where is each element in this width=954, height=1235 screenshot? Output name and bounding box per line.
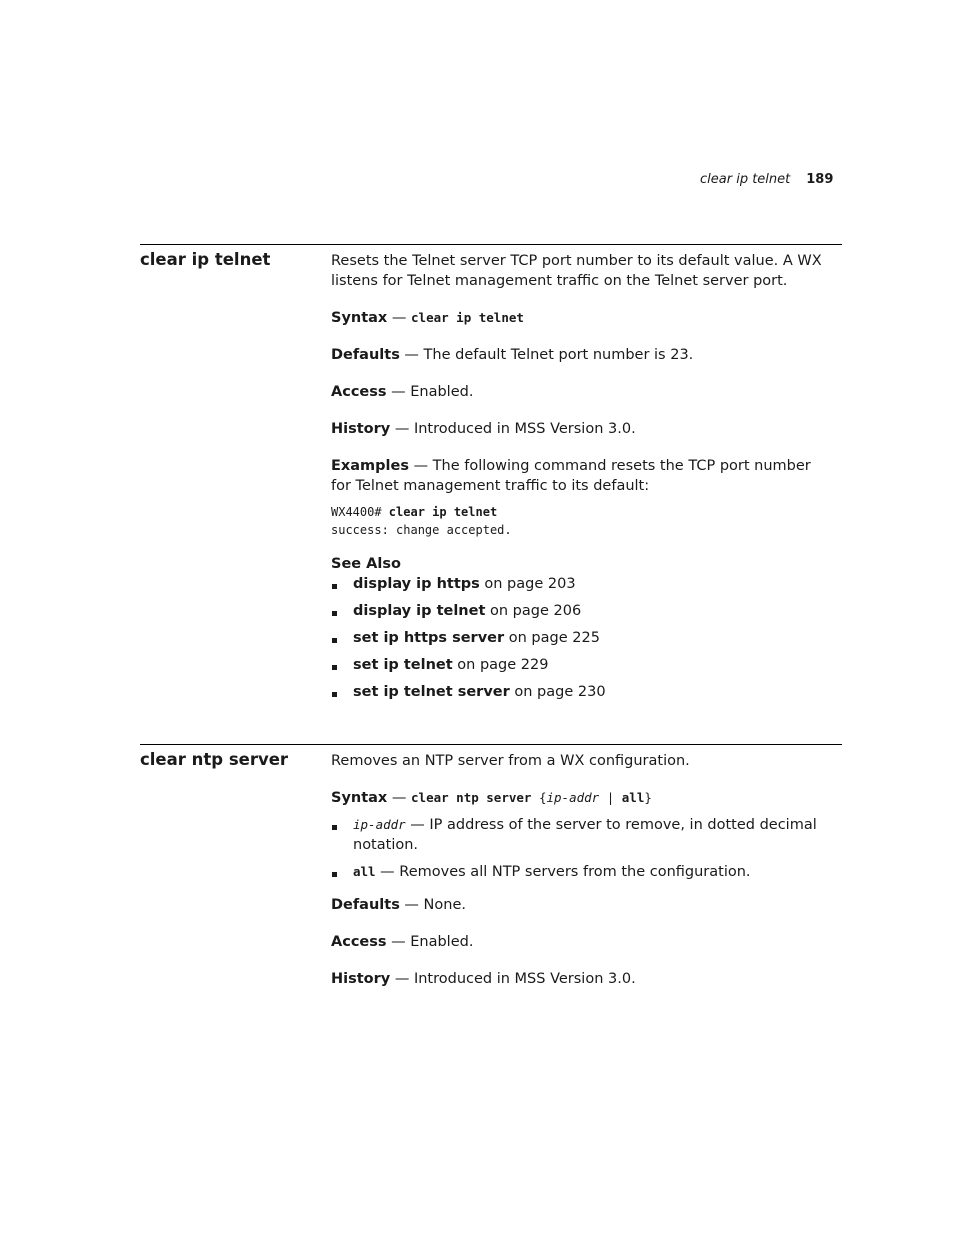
page-number: 189 [806,172,834,187]
history-text: — Introduced in MSS Version 3.0. [390,421,636,437]
access-line [331,932,826,952]
history-line [331,419,826,439]
history-label: History [331,971,391,987]
parameter-item [331,862,826,882]
syntax-brace-open: { [531,790,547,805]
examples-text: — The following command resets the TCP port number for Telnet management traffic to its default: [331,458,811,494]
bullet-icon [332,872,337,877]
syntax-sep: — [387,310,412,326]
section-title: clear ntp server [140,750,289,769]
history-text: — Introduced in MSS Version 3.0. [390,971,636,987]
defaults-text: — The default Telnet port number is 23. [399,347,694,363]
see-also-command[interactable]: display ip https [353,576,480,592]
see-also-heading: See Also [331,556,401,572]
bullet-icon [332,611,337,616]
parameter-text: — Removes all NTP servers from the configuration. [375,864,751,880]
bullet-icon [332,584,337,589]
running-head-title: clear ip telnet [700,172,791,187]
syntax-line [331,308,826,328]
bullet-icon [332,665,337,670]
syntax-command: clear ntp server [411,790,532,805]
access-line [331,382,826,402]
see-also-page-ref: on page 230 [509,684,606,700]
example-prompt: WX4400# [331,505,389,519]
example-command: clear ip telnet [388,505,498,519]
see-also-page-ref: on page 229 [452,657,549,673]
parameter-name: all [353,864,376,879]
syntax-all: all [621,790,645,805]
description: Removes an NTP server from a WX configuration. [331,753,690,769]
access-text: — Enabled. [386,934,474,950]
description: Resets the Telnet server TCP port number to its default value. A WX listens for Telnet management traffic on the Telnet server port. [331,253,822,289]
see-also-command[interactable]: display ip telnet [353,603,486,619]
defaults-text: — None. [399,897,466,913]
see-also-command[interactable]: set ip https server [353,630,505,646]
parameter-item [331,815,826,855]
defaults-line [331,895,826,915]
see-also-item[interactable] [331,655,826,675]
see-also-page-ref: on page 203 [479,576,576,592]
example-output: success: change accepted. [331,523,512,537]
syntax-arg: ip-addr [546,790,600,805]
access-text: — Enabled. [386,384,474,400]
see-also-list [331,574,826,702]
history-label: History [331,421,391,437]
syntax-label: Syntax [331,790,388,806]
examples-line [331,456,826,496]
section-title: clear ip telnet [140,250,271,269]
defaults-label: Defaults [331,897,400,913]
section-body [331,251,826,709]
bullet-icon [332,825,337,830]
syntax-label: Syntax [331,310,388,326]
syntax-sep: — [387,790,412,806]
examples-label: Examples [331,458,409,474]
parameter-list [331,815,826,882]
see-also-item[interactable] [331,682,826,702]
parameter-text: — IP address of the server to remove, in dotted decimal notation. [353,817,817,853]
bullet-icon [332,692,337,697]
parameter-name: ip-addr [353,817,406,832]
access-label: Access [331,384,387,400]
see-also-command[interactable]: set ip telnet server [353,684,510,700]
syntax-line [331,788,826,808]
section-clear-ip-telnet [140,244,842,725]
defaults-line [331,345,826,365]
see-also-item[interactable] [331,628,826,648]
see-also-command[interactable]: set ip telnet [353,657,453,673]
see-also-page-ref: on page 206 [485,603,582,619]
see-also-page-ref: on page 225 [504,630,600,646]
history-line [331,969,826,989]
syntax-brace-close: } [644,790,652,805]
syntax-command: clear ip telnet [411,310,524,325]
see-also-item[interactable] [331,574,826,594]
example-code [331,503,826,539]
section-body [331,751,826,1006]
access-label: Access [331,934,387,950]
see-also-item[interactable] [331,601,826,621]
section-clear-ntp-server [140,744,842,1005]
running-head [700,172,832,187]
syntax-pipe: | [599,790,622,805]
defaults-label: Defaults [331,347,400,363]
bullet-icon [332,638,337,643]
